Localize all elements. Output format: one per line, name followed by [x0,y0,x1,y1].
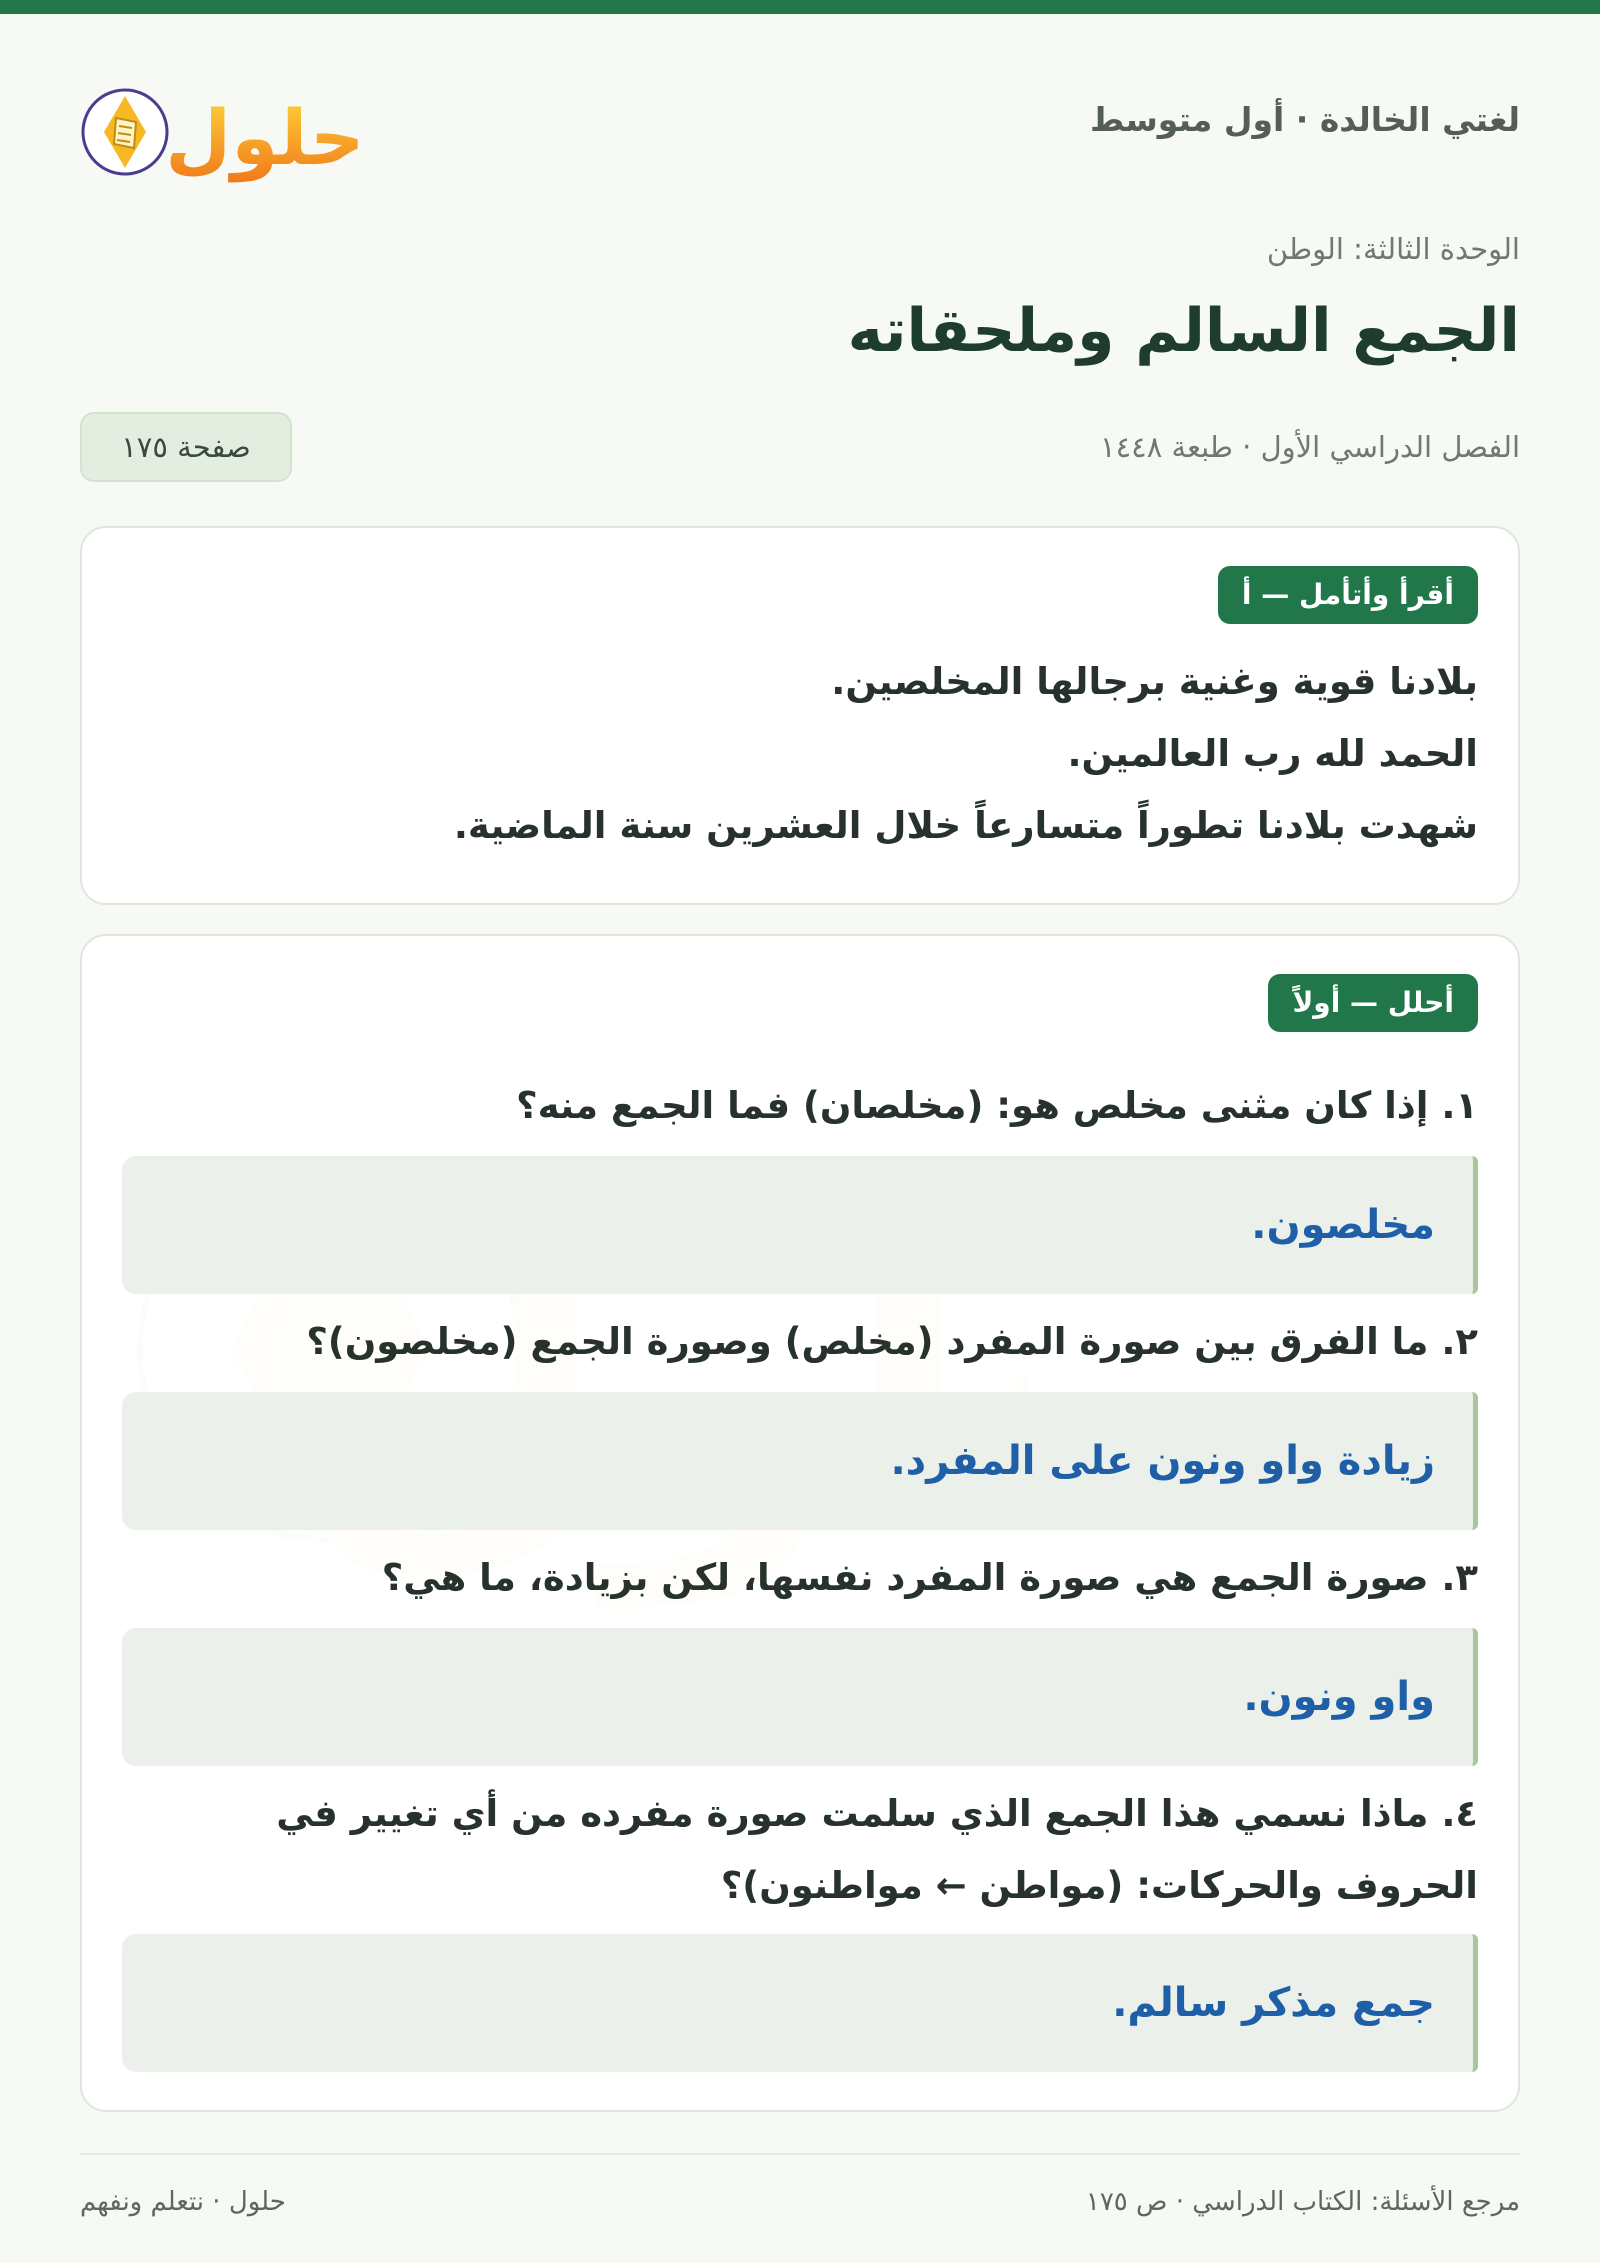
read-line-2: الحمد لله رب العالمين. [1067,732,1478,775]
analyze-card [80,934,1520,2112]
top-accent-bar [0,0,1600,14]
answer-2: زيادة واو ونون على المفرد. [890,1438,1435,1484]
brand-text: لغتي الخالدة · أول متوسط [1089,100,1520,139]
read-reflect-label: أقرأ وأتأمل — أ [1218,566,1478,624]
answer-3: واو ونون. [1243,1674,1435,1720]
answer-4: جمع مذكر سالم. [1112,1980,1435,2026]
term-edition: الفصل الدراسي الأول · طبعة ١٤٤٨ [1100,430,1520,464]
question-3: ٣. صورة الجمع هي صورة المفرد نفسها، لكن بزيادة، ما هي؟ [381,1556,1478,1599]
header [80,62,1520,190]
page-title: الجمع السالم وملحقاته [847,296,1520,366]
footer-reference: مرجع الأسئلة: الكتاب الدراسي · ص ١٧٥ [1085,2187,1520,2217]
answer-1: مخلصون. [1251,1202,1435,1248]
footer-divider [80,2153,1520,2155]
unit-label: الوحدة الثالثة: الوطن [1266,232,1520,266]
analyze-label: أحلل — أولاً [1268,974,1478,1032]
read-line-3: شهدت بلادنا تطوراً متسارعاً خلال العشرين سنة الماضية. [453,804,1478,847]
read-reflect-card [80,526,1520,905]
logo-text: حلول [165,93,365,182]
read-line-1: بلادنا قوية وغنية برجالها المخلصين. [831,660,1478,703]
hulool-logo[interactable] [80,62,370,190]
answer-box-2 [122,1392,1478,1530]
page-badge: صفحة ١٧٥ [80,412,292,482]
footer-slogan: حلول · نتعلم ونفهم [80,2187,286,2217]
question-4-line-2: الحروف والحركات: (مواطن ← مواطنون)؟ [720,1864,1478,1907]
answer-box-4 [122,1934,1478,2072]
answer-box-1 [122,1156,1478,1294]
question-2: ٢. ما الفرق بين صورة المفرد (مخلص) وصورة الجمع (مخلصون)؟ [306,1320,1478,1363]
answer-box-3 [122,1628,1478,1766]
question-1: ١. إذا كان مثنى مخلص هو: (مخلصان) فما الجمع منه؟ [516,1084,1478,1127]
question-4-line-1: ٤. ماذا نسمي هذا الجمع الذي سلمت صورة مفرده من أي تغيير في [276,1792,1478,1835]
